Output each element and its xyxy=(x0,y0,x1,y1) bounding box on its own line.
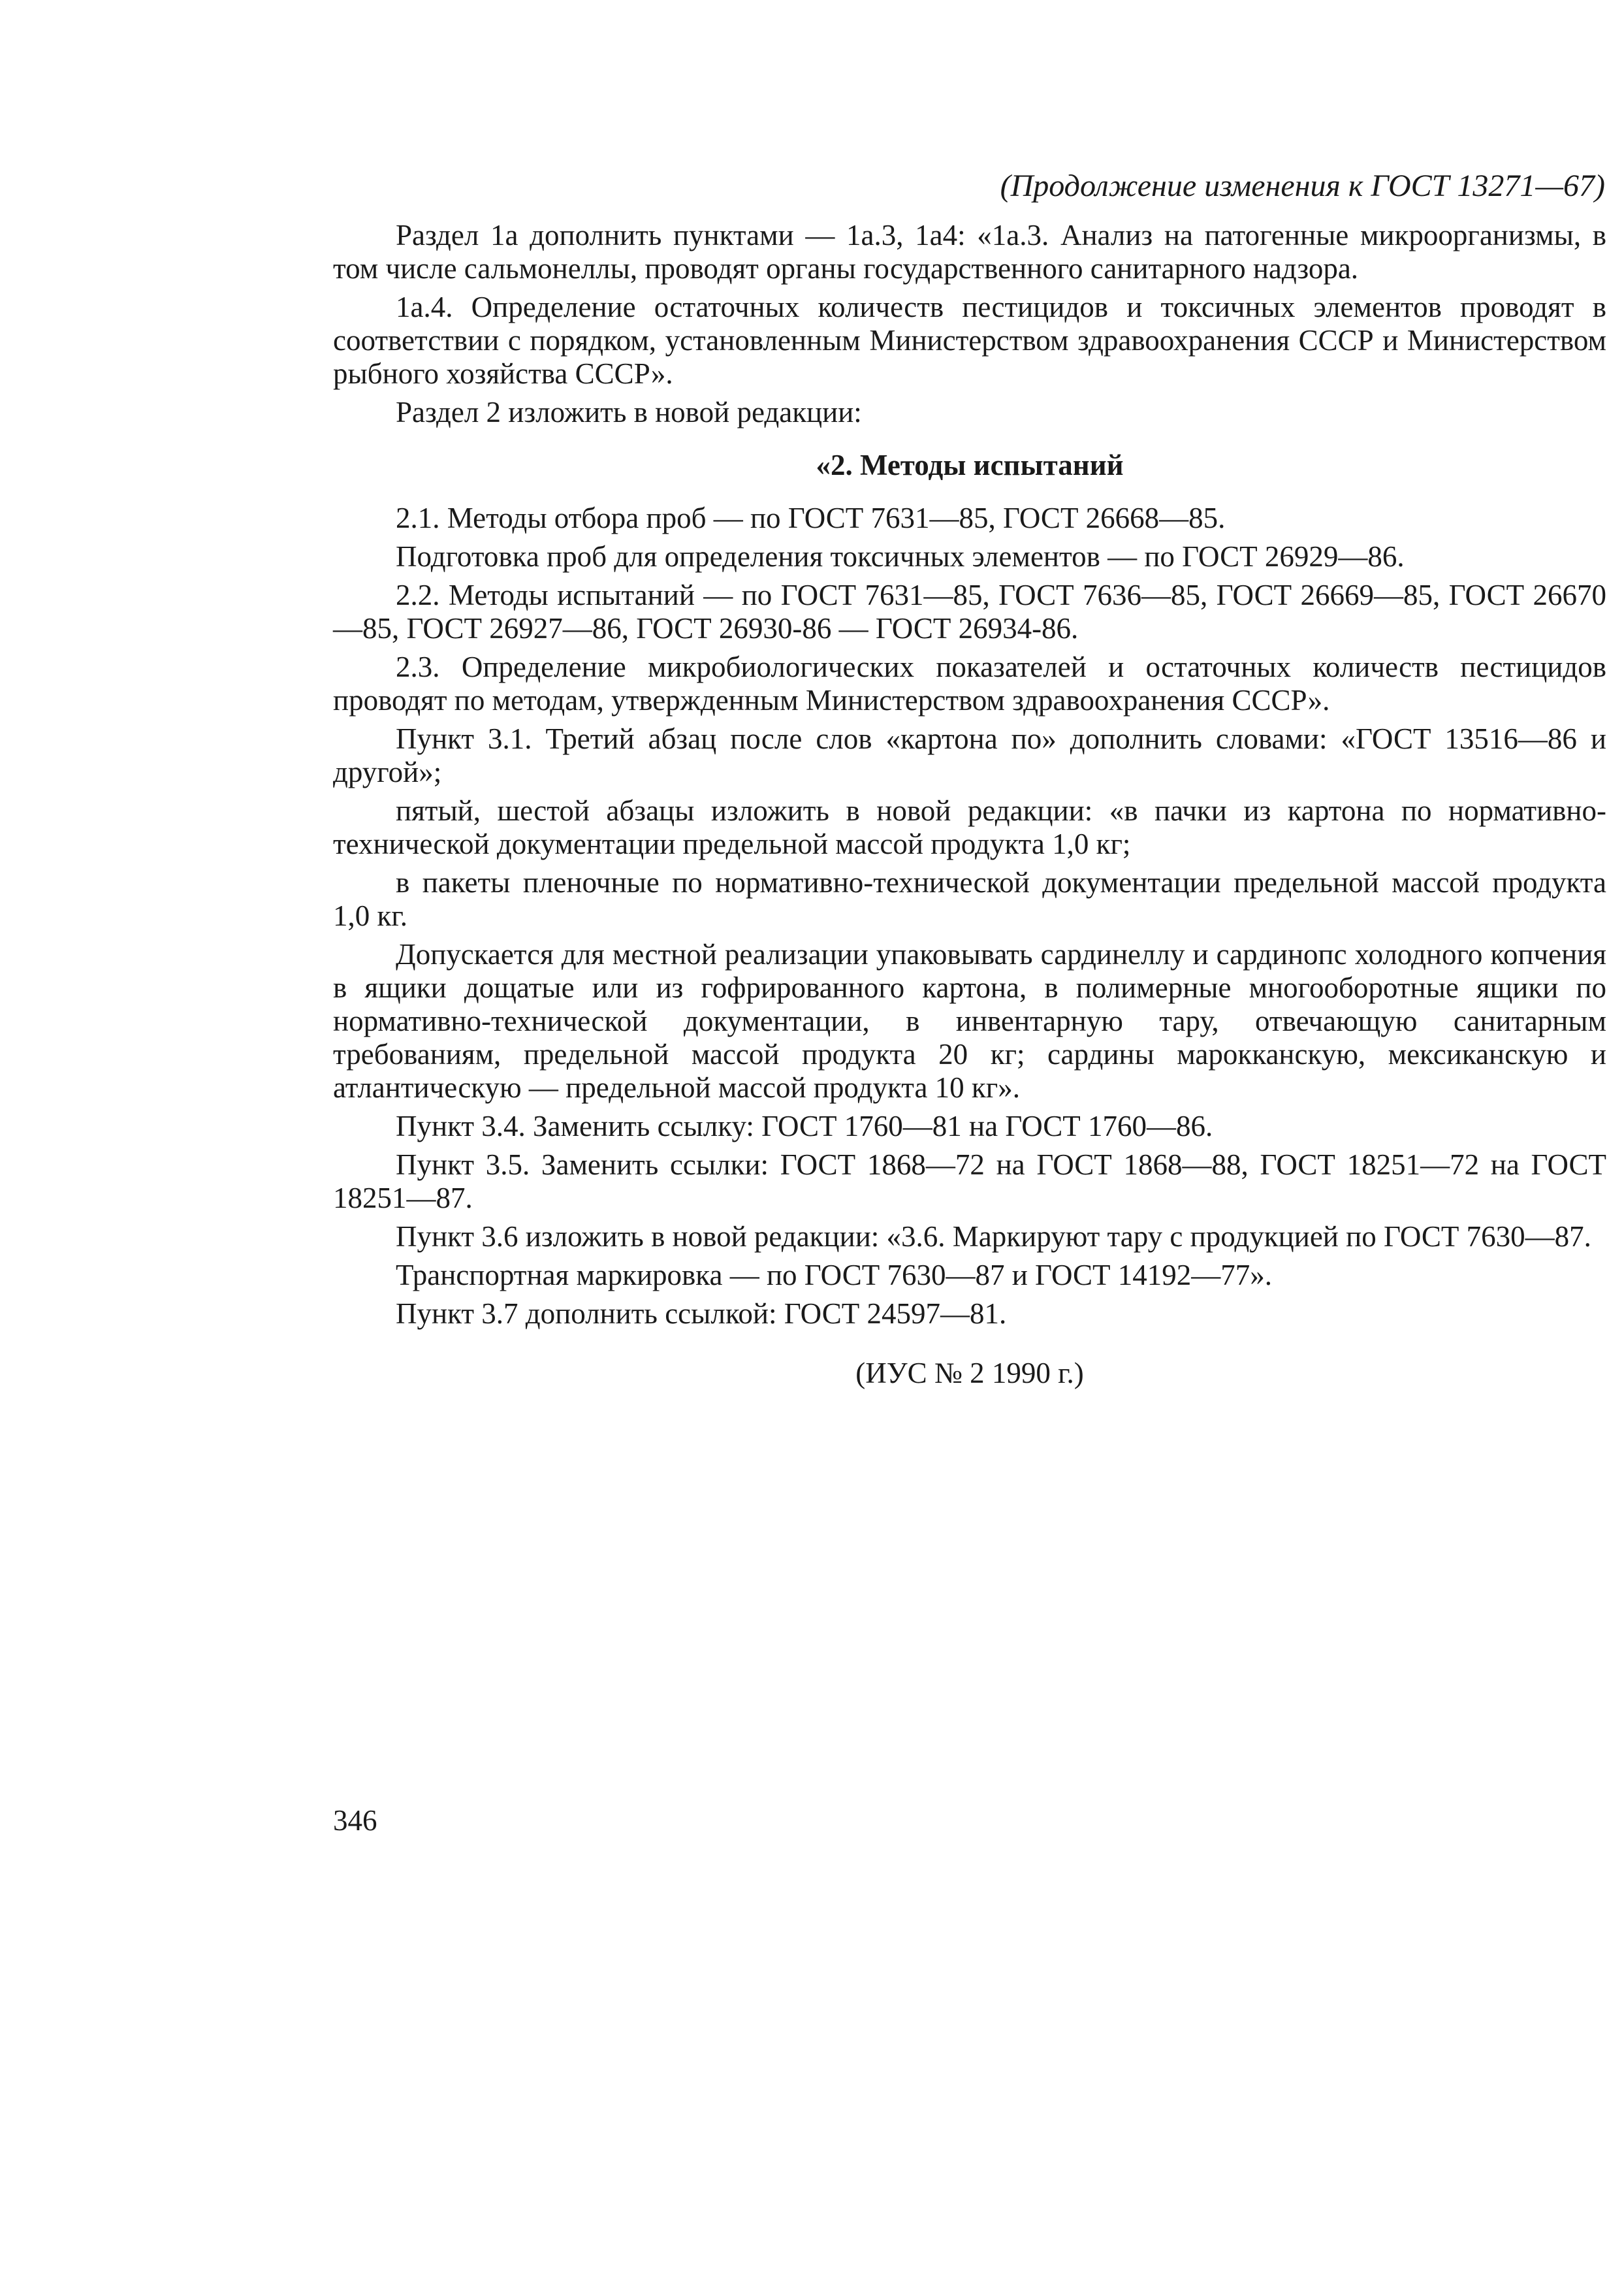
paragraph-film-bags: в пакеты пленочные по нормативно-технической документации предельной массой продукта 1,0 кг. xyxy=(333,866,1606,932)
paragraph-3-7: Пункт 3.7 дополнить ссылкой: ГОСТ 24597—81. xyxy=(396,1297,1007,1330)
paragraph-transport-marking: Транспортная маркировка — по ГОСТ 7630—87 и ГОСТ 14192—77». xyxy=(396,1259,1273,1291)
paragraph-sample-prep: Подготовка проб для определения токсичных элементов — по ГОСТ 26929—86. xyxy=(396,540,1405,573)
paragraph-2-2: 2.2. Методы испытаний — по ГОСТ 7631—85, ГОСТ 7636—85, ГОСТ 26669—85, ГОСТ 26670—85, ГОСТ 26927—86, ГОСТ 26930-86 — ГОСТ 26934-86. xyxy=(333,579,1606,645)
document-page xyxy=(333,167,1606,1390)
paragraph-section-2-intro: Раздел 2 изложить в новой редакции: xyxy=(396,396,862,428)
source-reference: (ИУС № 2 1990 г.) xyxy=(855,1357,1084,1389)
paragraph-section-1a: Раздел 1а дополнить пунктами — 1а.3, 1а4: «1а.3. Анализ на патогенные микроорганизмы, в том числе сальмонеллы, проводят органы государственного санитарного надзора. xyxy=(333,219,1606,285)
paragraph-local-sale: Допускается для местной реализации упаковывать сардинеллу и сардинопс холодного копчения в ящики дощатые или из гофрированного картона, в полимерные многооборотные ящики по нормативно-технической документации, в инвентарную тару, отвечающую санитарным требованиям, предельной массой продукта 20 кг; сардины марокканскую, мексиканскую и атлантическую — предельной массой продукта 10 кг». xyxy=(333,938,1606,1104)
paragraph-2-3: 2.3. Определение микробиологических показателей и остаточных количеств пестицидов проводят по методам, утвержденным Министерством здравоохранения СССР». xyxy=(333,651,1606,717)
page-number: 346 xyxy=(333,1804,377,1837)
paragraph-3-6: Пункт 3.6 изложить в новой редакции: «3.6. Маркируют тару с продукцией по ГОСТ 7630—87. xyxy=(396,1220,1591,1253)
paragraph-3-1: Пункт 3.1. Третий абзац после слов «картона по» дополнить словами: «ГОСТ 13516—86 и другой»; xyxy=(333,722,1606,788)
section-heading: «2. Методы испытаний xyxy=(816,449,1124,481)
paragraph-3-5: Пункт 3.5. Заменить ссылки: ГОСТ 1868—72 на ГОСТ 1868—88, ГОСТ 18251—72 на ГОСТ 18251—87. xyxy=(333,1148,1606,1214)
paragraph-1a4: 1а.4. Определение остаточных количеств пестицидов и токсичных элементов проводят в соответствии с порядком, установленным Министерством здравоохранения СССР и Министерством рыбного хозяйства СССР». xyxy=(333,291,1606,390)
continuation-header: (Продолжение изменения к ГОСТ 13271—67) xyxy=(1000,169,1605,203)
paragraph-fifth-sixth: пятый, шестой абзацы изложить в новой редакции: «в пачки из картона по нормативно-технической документации предельной массой продукта 1,0 кг; xyxy=(333,794,1606,860)
paragraph-2-1: 2.1. Методы отбора проб — по ГОСТ 7631—85, ГОСТ 26668—85. xyxy=(396,502,1226,534)
paragraph-3-4: Пункт 3.4. Заменить ссылку: ГОСТ 1760—81 на ГОСТ 1760—86. xyxy=(396,1110,1213,1142)
